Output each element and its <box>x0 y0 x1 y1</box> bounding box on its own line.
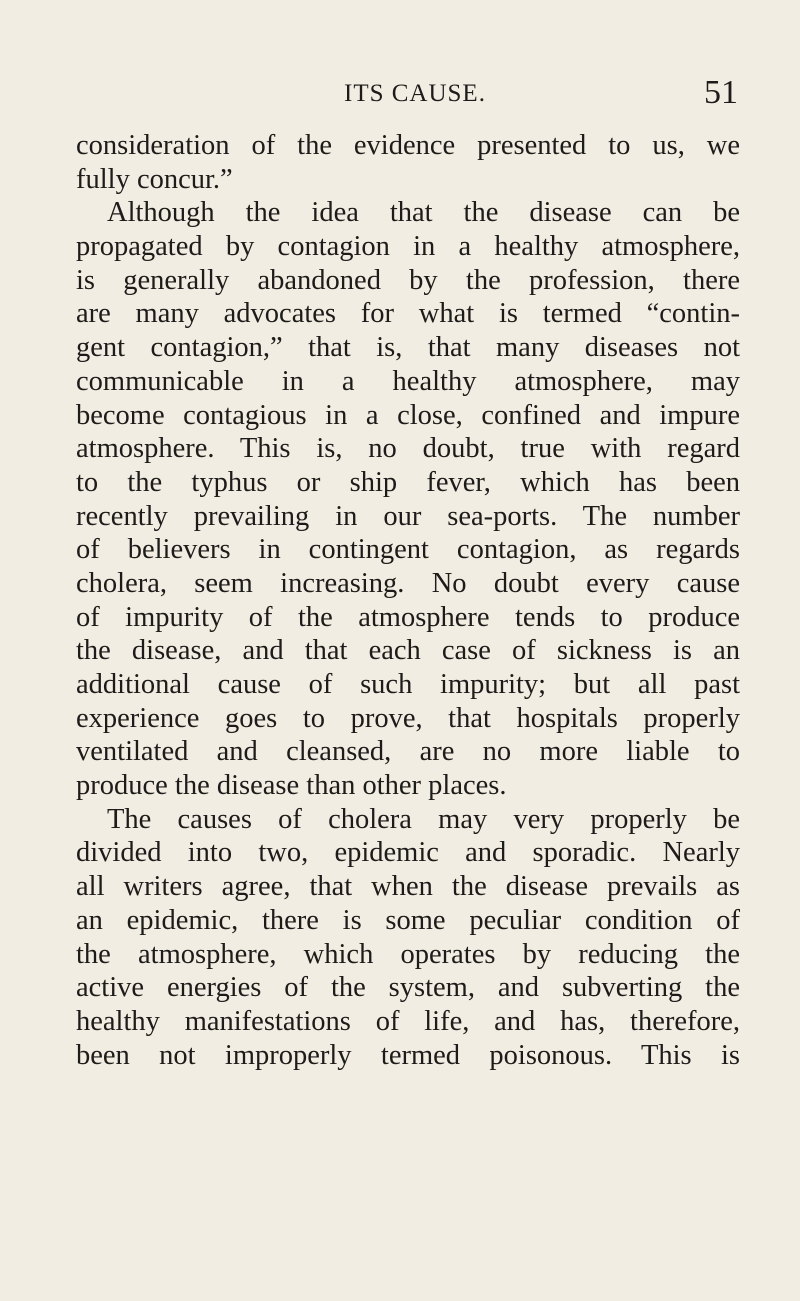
paragraph-start-line: Although the idea that the disease can be <box>107 197 740 229</box>
running-title: ITS CAUSE. <box>344 80 486 107</box>
text-line: been not improperly termed poisonous. This is <box>76 1039 740 1071</box>
text-line: communicable in a healthy atmosphere, may <box>76 365 740 397</box>
text-line: of impurity of the atmosphere tends to produce <box>76 601 740 633</box>
text-line: fully concur.” <box>76 163 233 195</box>
text-line: recently prevailing in our sea-ports. The number <box>76 500 740 532</box>
paragraph-start-line: The causes of cholera may very properly be <box>107 803 740 835</box>
text-line: an epidemic, there is some peculiar condition of <box>76 904 740 936</box>
body-text <box>76 129 740 1072</box>
text-line: atmosphere. This is, no doubt, true with regard <box>76 433 740 465</box>
text-line: cholera, seem increasing. No doubt every cause <box>76 567 740 599</box>
text-line: all writers agree, that when the disease prevails as <box>76 871 740 903</box>
text-line: the disease, and that each case of sickness is an <box>76 635 740 667</box>
text-line: divided into two, epidemic and sporadic. Nearly <box>76 837 740 869</box>
text-line: the atmosphere, which operates by reducing the <box>76 938 740 970</box>
text-line: gent contagion,” that is, that many diseases not <box>76 332 740 364</box>
text-line: to the typhus or ship fever, which has been <box>76 466 740 498</box>
text-line: become contagious in a close, confined and impure <box>76 399 740 431</box>
text-line: experience goes to prove, that hospitals properly <box>76 702 740 734</box>
text-line: active energies of the system, and subverting the <box>76 972 740 1004</box>
page-number: 51 <box>704 74 738 111</box>
text-line: additional cause of such impurity; but all past <box>76 669 740 700</box>
text-line: healthy manifestations of life, and has, therefore, <box>76 1005 740 1037</box>
text-line: of believers in contingent contagion, as regards <box>76 534 740 566</box>
text-line: consideration of the evidence presented to us, we <box>76 130 740 161</box>
text-line: produce the disease than other places. <box>76 770 507 802</box>
text-line: are many advocates for what is termed “contin- <box>76 298 740 330</box>
text-line: propagated by contagion in a healthy atmosphere, <box>76 231 740 263</box>
text-line: ventilated and cleansed, are no more liable to <box>76 736 740 768</box>
text-line: is generally abandoned by the profession, there <box>76 264 740 296</box>
running-head <box>76 74 738 114</box>
